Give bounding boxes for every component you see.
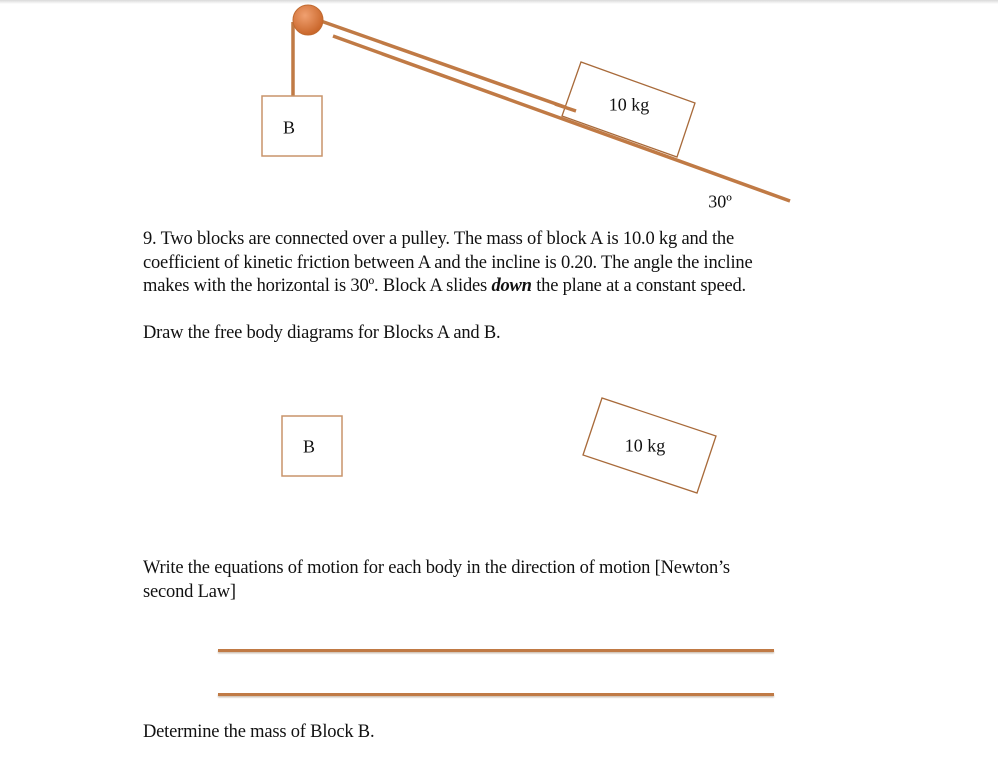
equations-prompt xyxy=(143,557,730,604)
equations-prompt-line-2: second Law] xyxy=(143,581,236,602)
mass-prompt: Determine the mass of Block B. xyxy=(143,722,375,742)
problem-line-3-head: makes with the horizontal is 30º. Block A slides xyxy=(143,276,492,296)
answer-line-1 xyxy=(218,649,774,652)
block-a-label: 10 kg xyxy=(608,94,650,115)
fbd-block-b-label: B xyxy=(302,436,316,457)
problem-line-2: coefficient of kinetic friction between A and the incline is 0.20. The angle the incline xyxy=(143,252,753,273)
problem-line-3-tail: the plane at a constant speed. xyxy=(531,276,746,296)
answer-line-2 xyxy=(218,693,774,696)
emphasis-down: down xyxy=(491,276,532,296)
block-b-label: B xyxy=(282,117,296,138)
fbd-prompt: Draw the free body diagrams for Blocks A and B. xyxy=(143,323,501,343)
fbd-block-a-label: 10 kg xyxy=(624,435,666,456)
equations-prompt-line-1: Write the equations of motion for each body in the direction of motion [Newton’s xyxy=(143,558,730,578)
angle-label: 30º xyxy=(708,191,732,212)
problem-line-1: 9. Two blocks are connected over a pulley. The mass of block A is 10.0 kg and the xyxy=(143,229,734,249)
